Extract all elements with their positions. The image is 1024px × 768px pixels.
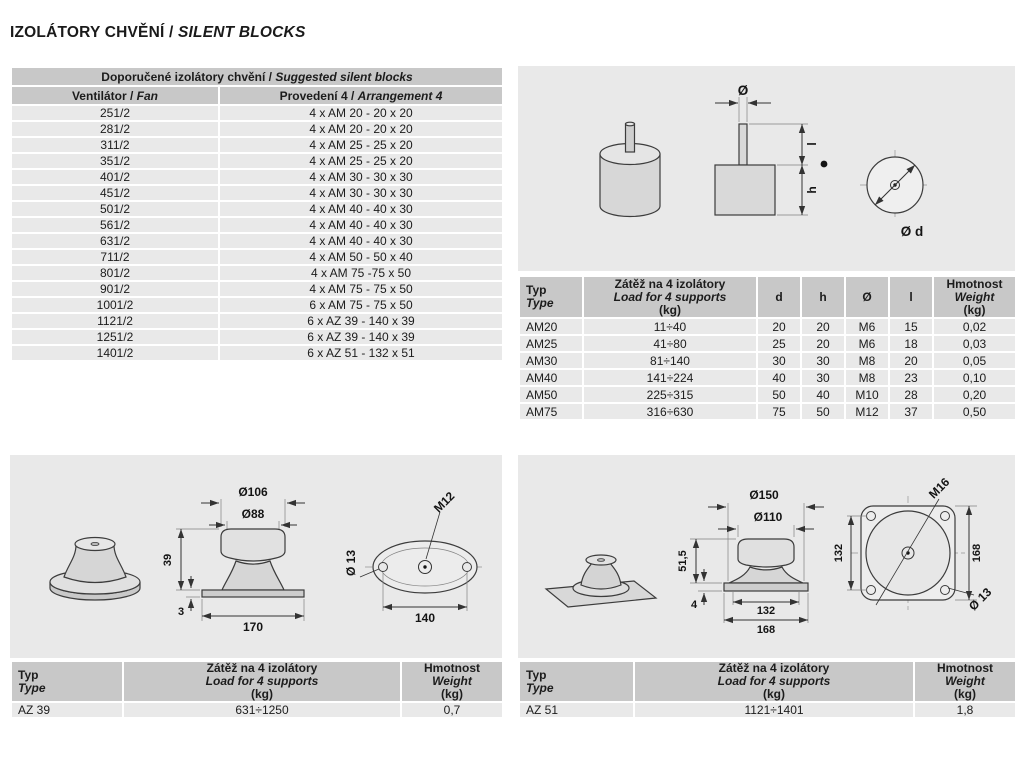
weight-cell: 0,03 (933, 335, 1016, 352)
h-cell: 50 (801, 403, 845, 420)
load-header (583, 276, 757, 318)
table-row (11, 105, 503, 121)
header-line: Weight (945, 674, 985, 688)
fan-cell: 1401/2 (11, 345, 219, 361)
d-cell: 40 (757, 369, 801, 386)
header-row (11, 661, 503, 702)
weight-cell: 0,10 (933, 369, 1016, 386)
az51-drawing-panel (518, 455, 1015, 658)
arrangement-cell: 6 x AZ 39 - 140 x 39 (219, 329, 503, 345)
am-diagram-panel (518, 66, 1015, 271)
fan-cell: 351/2 (11, 153, 219, 169)
l-cell: 15 (889, 318, 933, 335)
l-header: l (889, 276, 933, 318)
page-title (10, 24, 305, 42)
header-line: Type (18, 680, 46, 695)
header-row (519, 276, 1016, 318)
dim-label-m16: M16 (925, 474, 953, 502)
fan-column-header (11, 86, 219, 105)
header-line: Weight (954, 289, 995, 304)
arrangement-cell: 4 x AM 40 - 40 x 30 (219, 201, 503, 217)
l-cell: 20 (889, 352, 933, 369)
h-cell: 40 (801, 386, 845, 403)
arrangement-cell: 4 x AM 30 - 30 x 30 (219, 169, 503, 185)
dim-label-l: l (805, 142, 819, 146)
az51-top-view (833, 475, 995, 614)
table-row (11, 169, 503, 185)
dim-label-140: 140 (414, 611, 436, 625)
dim-label-m12: M12 (430, 488, 458, 516)
load-cell: 1121÷1401 (634, 702, 914, 718)
table-row (11, 121, 503, 137)
weight-cell: 0,50 (933, 403, 1016, 420)
load-cell: 141÷224 (583, 369, 757, 386)
header-line: Zátěž na 4 izolátory (206, 661, 318, 675)
az39-table (10, 660, 504, 719)
header-en: Fan (136, 88, 159, 103)
fan-cell: 251/2 (11, 105, 219, 121)
az39-side-view (162, 485, 305, 634)
header-cs: Ventilátor / (71, 88, 134, 103)
header-line: Typ (526, 283, 547, 297)
weight-header (914, 661, 1016, 702)
table-row (11, 265, 503, 281)
table-row (519, 369, 1016, 386)
weight-cell: 0,7 (401, 702, 503, 718)
dia-cell: M10 (845, 386, 889, 403)
dim-label-base-diameter: Ø d (900, 224, 924, 239)
typ-cell: AM20 (519, 318, 583, 335)
table-row (11, 329, 503, 345)
l-cell: 28 (889, 386, 933, 403)
bolt-hole (941, 586, 950, 595)
dia-header: Ø (845, 276, 889, 318)
h-cell: 30 (801, 352, 845, 369)
bolt-hole (867, 586, 876, 595)
dim-label-dia150: Ø150 (749, 488, 779, 502)
table-row (11, 201, 503, 217)
dim-label-132: 132 (756, 605, 776, 617)
dim-label-h: h (805, 186, 819, 194)
header-line: (kg) (659, 302, 681, 317)
l-cell: 23 (889, 369, 933, 386)
dia-cell: M6 (845, 318, 889, 335)
table-row (11, 233, 503, 249)
load-cell: 316÷630 (583, 403, 757, 420)
table-row (11, 345, 503, 361)
table-row (11, 281, 503, 297)
data-row (11, 702, 503, 718)
weight-cell: 0,20 (933, 386, 1016, 403)
fan-cell: 311/2 (11, 137, 219, 153)
load-header (123, 661, 401, 702)
arrangement-cell: 4 x AM 25 - 25 x 20 (219, 137, 503, 153)
reference-dot (821, 161, 828, 168)
az39-perspective-view (50, 538, 140, 601)
az51-perspective-view (546, 555, 656, 607)
fan-cell: 501/2 (11, 201, 219, 217)
am-top-view (860, 150, 930, 239)
arrangement-cell: 4 x AM 30 - 30 x 30 (219, 185, 503, 201)
header-line: Zátěž na 4 izolátory (718, 661, 830, 675)
header-cs: Provedení 4 / (279, 88, 355, 103)
d-header: d (757, 276, 801, 318)
arrangement-cell: 4 x AM 25 - 25 x 20 (219, 153, 503, 169)
d-cell: 75 (757, 403, 801, 420)
table-row (519, 403, 1016, 420)
az51-drawing (518, 455, 1015, 658)
header-line: Load for 4 supports (205, 674, 319, 688)
h-cell: 20 (801, 335, 845, 352)
header-line: Hmotnost (937, 661, 993, 675)
fan-cell: 801/2 (11, 265, 219, 281)
column-header-row (11, 86, 503, 105)
d-cell: 20 (757, 318, 801, 335)
az39-top-view (344, 489, 485, 625)
dim-label-168: 168 (756, 624, 776, 636)
header-line: Type (526, 680, 554, 695)
header-line: Hmotnost (424, 661, 480, 675)
page-title-en: SILENT BLOCKS (178, 24, 306, 41)
typ-header (519, 661, 634, 702)
l-cell: 37 (889, 403, 933, 420)
az51-side-view (677, 488, 824, 636)
table-row (11, 313, 503, 329)
load-cell: 81÷140 (583, 352, 757, 369)
table-row (519, 352, 1016, 369)
weight-cell: 0,02 (933, 318, 1016, 335)
dim-label-dia13: Ø 13 (344, 549, 358, 577)
h-header: h (801, 276, 845, 318)
table-row (11, 185, 503, 201)
weight-header (401, 661, 503, 702)
table-row (11, 249, 503, 265)
dim-label-dia88: Ø88 (241, 507, 265, 521)
az39-drawing-panel (10, 455, 502, 658)
arrangement-cell: 4 x AM 40 - 40 x 30 (219, 233, 503, 249)
am-perspective-view (600, 122, 660, 216)
dim-label-170: 170 (242, 620, 264, 634)
az51-table (518, 660, 1017, 719)
fan-cell: 281/2 (11, 121, 219, 137)
fan-cell: 711/2 (11, 249, 219, 265)
header-line: Typ (526, 667, 547, 682)
bolt-hole (463, 563, 472, 572)
header-en: Arrangement 4 (357, 88, 443, 103)
d-cell: 25 (757, 335, 801, 352)
load-cell: 631÷1250 (123, 702, 401, 718)
arrangement-cell: 4 x AM 20 - 20 x 20 (219, 121, 503, 137)
am-diagram (518, 66, 1015, 271)
dim-label-dia106: Ø106 (238, 485, 268, 499)
table-row (519, 335, 1016, 352)
h-cell: 20 (801, 318, 845, 335)
arrangement-cell: 4 x AM 75 -75 x 50 (219, 265, 503, 281)
am-size-table (518, 275, 1017, 421)
header-line: Weight (432, 674, 472, 688)
fan-cell: 631/2 (11, 233, 219, 249)
arrangement-cell: 6 x AM 75 - 75 x 50 (219, 297, 503, 313)
load-cell: 11÷40 (583, 318, 757, 335)
dim-label-132-vertical: 132 (833, 543, 845, 563)
header-line: Hmotnost (946, 276, 1003, 291)
az39-drawing (10, 455, 502, 658)
load-cell: 225÷315 (583, 386, 757, 403)
suggested-silent-blocks-table (10, 66, 504, 362)
fan-cell: 451/2 (11, 185, 219, 201)
header-line: Load for 4 supports (613, 289, 727, 304)
header-line: (kg) (251, 687, 273, 701)
load-header (634, 661, 914, 702)
dim-label-stud-diameter: Ø (737, 83, 749, 98)
header-line: Load for 4 supports (717, 674, 831, 688)
fan-cell: 901/2 (11, 281, 219, 297)
typ-cell: AZ 39 (11, 702, 123, 718)
typ-cell: AM25 (519, 335, 583, 352)
weight-header (933, 276, 1016, 318)
table-title (11, 67, 503, 86)
table-row (11, 153, 503, 169)
arrangement-cell: 6 x AZ 51 - 132 x 51 (219, 345, 503, 361)
fan-cell: 1121/2 (11, 313, 219, 329)
typ-cell: AM50 (519, 386, 583, 403)
typ-cell: AM75 (519, 403, 583, 420)
table-row (11, 137, 503, 153)
bolt-hole (867, 512, 876, 521)
table-title-cs: Doporučené izolátory chvění / (101, 69, 272, 84)
l-cell: 18 (889, 335, 933, 352)
fan-cell: 1251/2 (11, 329, 219, 345)
dim-label-39: 39 (162, 553, 174, 567)
header-line: (kg) (963, 302, 986, 317)
typ-cell: AZ 51 (519, 702, 634, 718)
dim-label-dia13: Ø 13 (966, 585, 995, 614)
arrangement-cell: 4 x AM 20 - 20 x 20 (219, 105, 503, 121)
dim-label-3: 3 (177, 606, 185, 618)
table-row (11, 217, 503, 233)
table-row (11, 297, 503, 313)
d-cell: 30 (757, 352, 801, 369)
arrangement-cell: 4 x AM 40 - 40 x 30 (219, 217, 503, 233)
header-line: (kg) (441, 687, 463, 701)
table-title-row (11, 67, 503, 86)
am-side-view (715, 83, 827, 215)
table-title-en: Suggested silent blocks (275, 69, 413, 84)
arrangement-cell: 4 x AM 50 - 50 x 40 (219, 249, 503, 265)
dia-cell: M12 (845, 403, 889, 420)
h-cell: 30 (801, 369, 845, 386)
dim-label-168-vertical: 168 (971, 543, 983, 563)
header-row (519, 661, 1016, 702)
typ-cell: AM40 (519, 369, 583, 386)
page-title-cs: IZOLÁTORY CHVĚNÍ / (10, 24, 174, 41)
table-row (519, 318, 1016, 335)
typ-header (11, 661, 123, 702)
bolt-hole (379, 563, 388, 572)
header-line: Type (526, 296, 554, 310)
weight-cell: 0,05 (933, 352, 1016, 369)
typ-header (519, 276, 583, 318)
fan-cell: 401/2 (11, 169, 219, 185)
load-cell: 41÷80 (583, 335, 757, 352)
arrangement-cell: 4 x AM 75 - 75 x 50 (219, 281, 503, 297)
dim-label-51-5: 51,5 (677, 550, 689, 572)
weight-cell: 1,8 (914, 702, 1016, 718)
dia-cell: M8 (845, 352, 889, 369)
center-dot (423, 565, 426, 568)
table-row (519, 386, 1016, 403)
arrangement-column-header (219, 86, 503, 105)
dia-cell: M8 (845, 369, 889, 386)
arrangement-cell: 6 x AZ 39 - 140 x 39 (219, 313, 503, 329)
dim-label-dia110: Ø110 (753, 510, 783, 524)
dia-cell: M6 (845, 335, 889, 352)
fan-cell: 1001/2 (11, 297, 219, 313)
fan-cell: 561/2 (11, 217, 219, 233)
header-line: (kg) (763, 687, 785, 701)
header-line: Typ (18, 667, 39, 682)
bolt-hole (941, 512, 950, 521)
d-cell: 50 (757, 386, 801, 403)
dim-label-4: 4 (690, 599, 698, 611)
typ-cell: AM30 (519, 352, 583, 369)
data-row (519, 702, 1016, 718)
header-line: Zátěž na 4 izolátory (614, 276, 726, 291)
header-line: (kg) (954, 687, 976, 701)
